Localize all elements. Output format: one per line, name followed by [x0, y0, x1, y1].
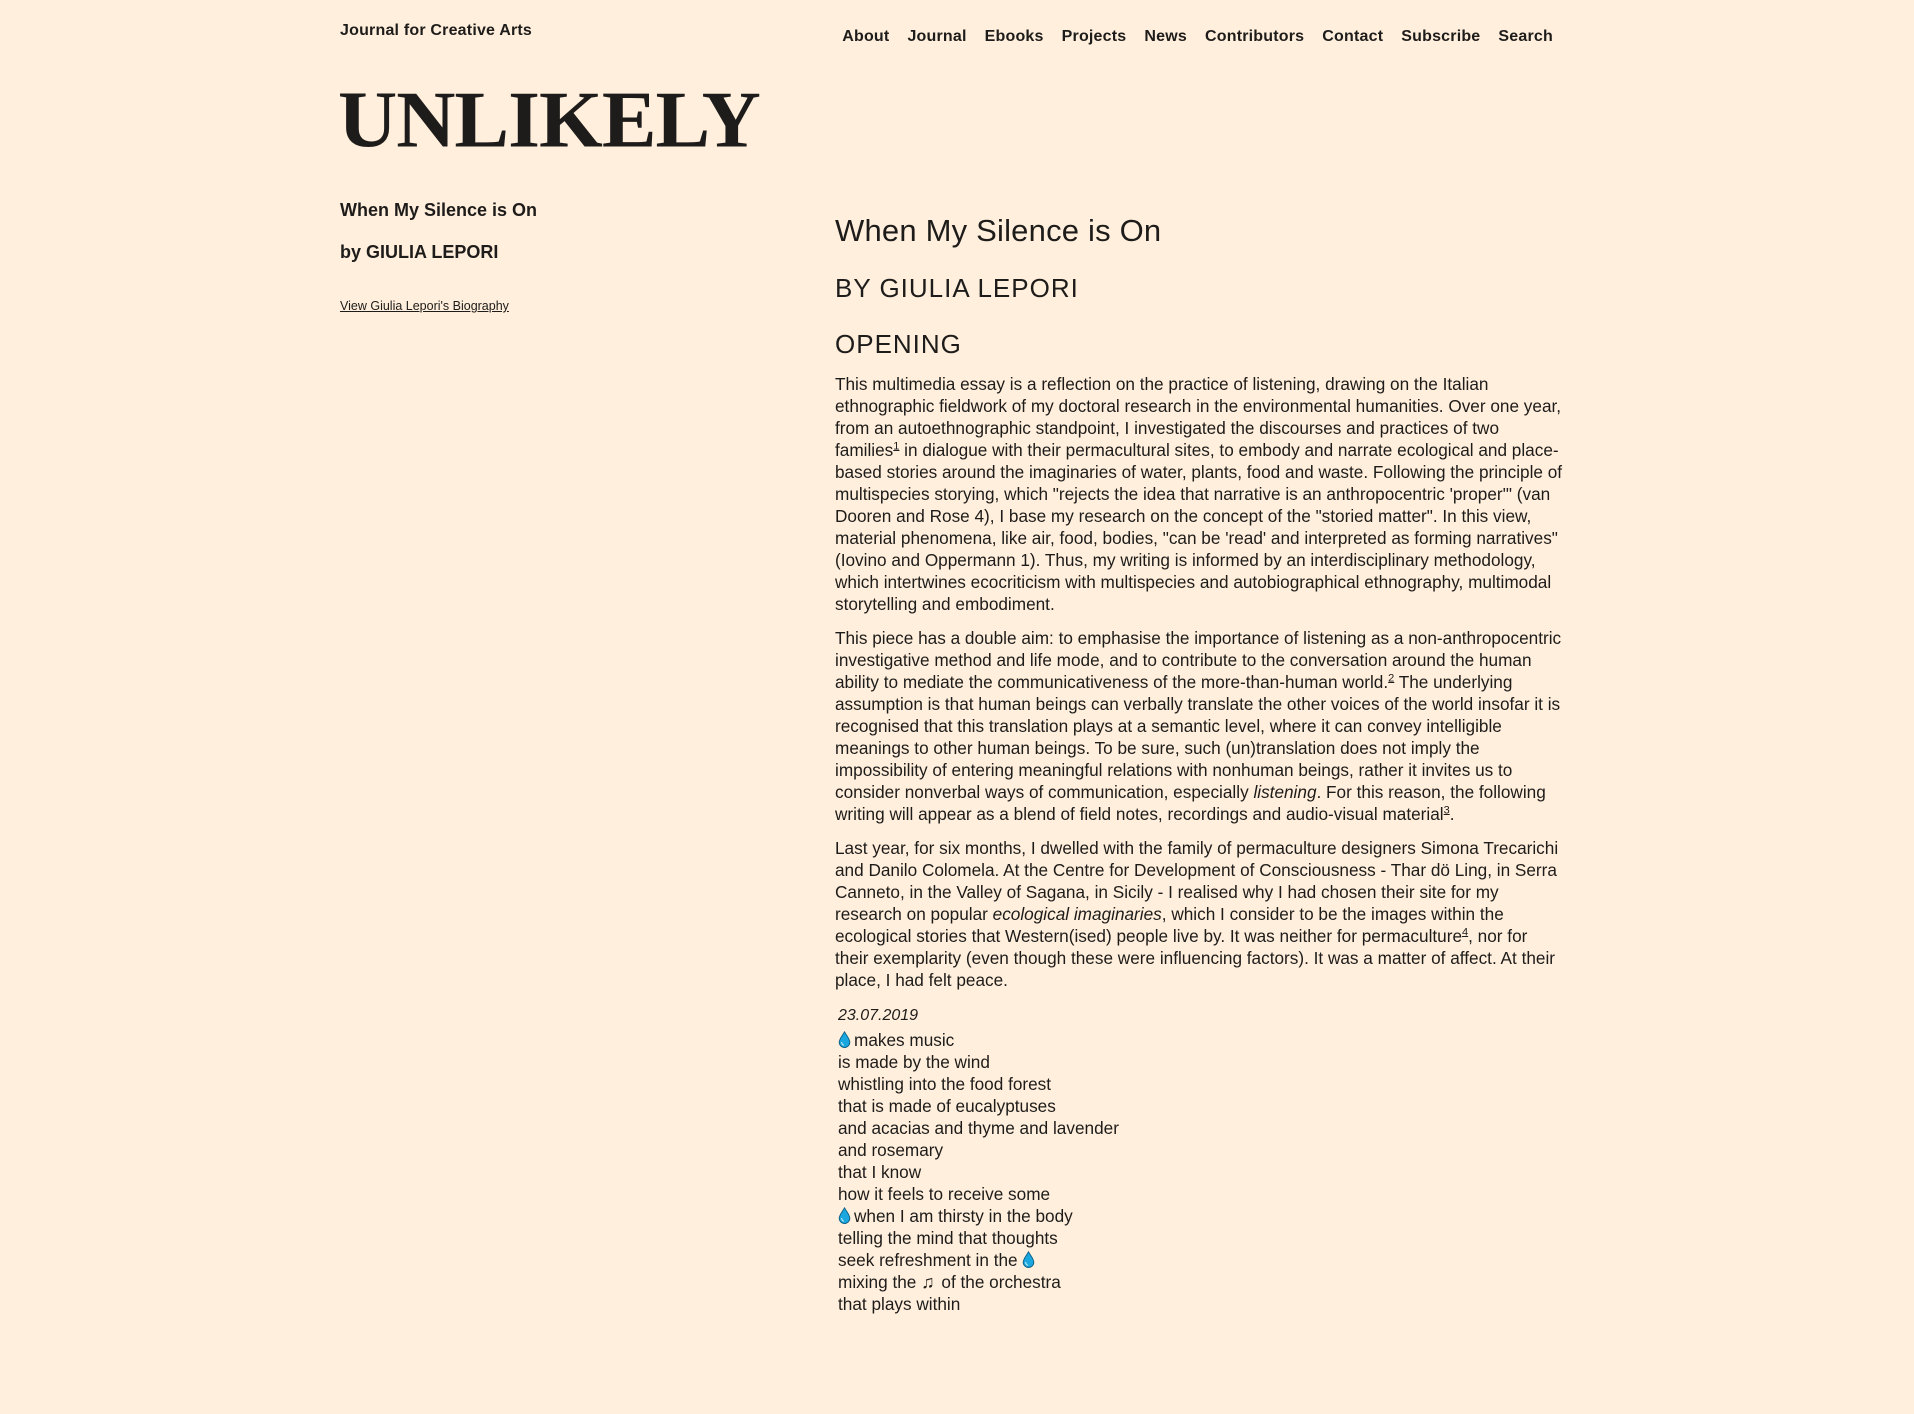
main-nav [842, 28, 1553, 46]
water-drop-icon [838, 1031, 851, 1048]
poem-line: and acacias and thyme and lavender [838, 1117, 1119, 1138]
poem-line: is made by the wind [838, 1051, 990, 1072]
poem-line: that plays within [838, 1293, 961, 1314]
paragraph-3 [835, 837, 1565, 991]
nav-news[interactable]: News [1144, 28, 1187, 45]
poem-line [838, 1249, 1565, 1271]
sidebar-by-prefix: by [340, 242, 367, 262]
biography-link[interactable]: View Giulia Lepori's Biography [340, 299, 509, 313]
poem-line: how it feels to receive some [838, 1183, 1051, 1204]
paragraph-text: This multimedia essay is a reflection on the practice of listening, drawing on the Italian ethnographic fieldwork of my doctoral research in the environmental humanities. Over one year, from an autoethnographic standpoint, I investigated the discourses and practices of two families [835, 373, 1562, 460]
paragraph-text: . [1449, 803, 1455, 824]
poem-line: telling the mind that thoughts [838, 1227, 1058, 1248]
sidebar-author [340, 242, 498, 263]
site-logo[interactable]: UNLIKELY [338, 75, 760, 165]
water-drop-icon [838, 1207, 851, 1224]
footnote-1[interactable]: 1 [893, 439, 900, 452]
poem-text: mixing the [838, 1271, 922, 1292]
paragraph-text: Last year, for six months, I dwelled with the family of permaculture designers Simona Trecarichi and Danilo Colomela. At the Centre for Development of Consciousness - Thar dö Ling, in Serra Canneto, in the Valley of Sagana, in Sicily - I realised why I had chosen their site for my research on popular [835, 837, 1559, 924]
music-note-icon: ♫ [921, 1271, 935, 1292]
poem-line: and rosemary [838, 1139, 944, 1160]
poem-line [838, 1205, 1565, 1227]
paragraph-2 [835, 627, 1565, 825]
paragraph-text: . For this reason, the following writing will appear as a blend of field notes, recordings and audio-visual material [835, 781, 1546, 824]
emphasis-ecological-imaginaries: ecological imaginaries [992, 903, 1162, 924]
water-drop-icon [1022, 1251, 1035, 1268]
poem-text: seek refreshment in the [838, 1249, 1023, 1270]
paragraph-text: The underlying assumption is that human beings can verbally translate the other voices of the world insofar it is recognised that this translation plays at a semantic level, where it can convey intelligible meanings to other human beings. To be sure, such (un)translation does not imply the impossibility of entering meaningful relations with nonhuman beings, rather it invites us to consider nonverbal ways of communication, especially [835, 671, 1561, 802]
article [835, 212, 1565, 1315]
poem-line: that is made of eucalyptuses [838, 1095, 1056, 1116]
sidebar-author-name: GIULIA LEPORI [366, 242, 499, 262]
section-heading: OPENING [835, 329, 962, 360]
article-author: BY GIULIA LEPORI [835, 273, 1079, 304]
nav-projects[interactable]: Projects [1061, 28, 1127, 45]
sidebar-article-title: When My Silence is On [340, 200, 538, 220]
footnote-3[interactable]: 3 [1443, 803, 1450, 816]
paragraph-text: in dialogue with their permacultural sites, to embody and narrate ecological and place-based stories around the imaginaries of water, plants, food and waste. Following the principle of multispecies storying, which "rejects the idea that narrative is an anthropocentric 'proper'" (van Dooren and Rose 4), I base my research on the concept of the "storied matter". In this view, material phenomena, like air, food, bodies, "can be 'read' and interpreted as forming narratives" (Iovino and Oppermann 1). Thus, my writing is informed by an interdisciplinary methodology, which intertwines ecocriticism with multispecies and autobiographical ethnography, multimodal storytelling and embodiment. [835, 439, 1563, 614]
poem-text: when I am thirsty in the body [854, 1205, 1073, 1226]
paragraph-text: , nor for their exemplarity (even though these were influencing factors). It was a matter of affect. At their place, I had felt peace. [835, 925, 1556, 990]
paragraph-text: , which I consider to be the images within the ecological stories that Western(ised) people live by. It was neither for permaculture [835, 903, 1504, 946]
footnote-4[interactable]: 4 [1462, 925, 1469, 938]
poem-line: that I know [838, 1161, 922, 1182]
poem-text: of the orchestra [936, 1271, 1061, 1292]
poem [835, 1005, 1565, 1315]
paragraph-text: This piece has a double aim: to emphasise the importance of listening as a non-anthropocentric investigative method and life mode, and to contribute to the conversation around the human ability to mediate the communicativeness of the more-than-human world. [835, 627, 1562, 692]
paragraph-1 [835, 373, 1565, 615]
nav-about[interactable]: About [842, 28, 890, 45]
nav-ebooks[interactable]: Ebooks [984, 28, 1044, 45]
nav-contributors[interactable]: Contributors [1205, 28, 1305, 45]
poem-line [838, 1029, 1565, 1051]
article-title: When My Silence is On [835, 213, 1162, 248]
site-tagline: Journal for Creative Arts [340, 22, 533, 39]
poem-line: whistling into the food forest [838, 1073, 1052, 1094]
poem-line [838, 1271, 1565, 1293]
emphasis-listening: listening [1253, 781, 1317, 802]
poem-text: makes music [854, 1029, 955, 1050]
poem-date: 23.07.2019 [838, 1006, 919, 1024]
nav-search[interactable]: Search [1498, 28, 1553, 45]
footnote-2[interactable]: 2 [1388, 671, 1395, 684]
nav-journal[interactable]: Journal [907, 28, 967, 45]
nav-subscribe[interactable]: Subscribe [1401, 28, 1481, 45]
nav-contact[interactable]: Contact [1322, 28, 1384, 45]
